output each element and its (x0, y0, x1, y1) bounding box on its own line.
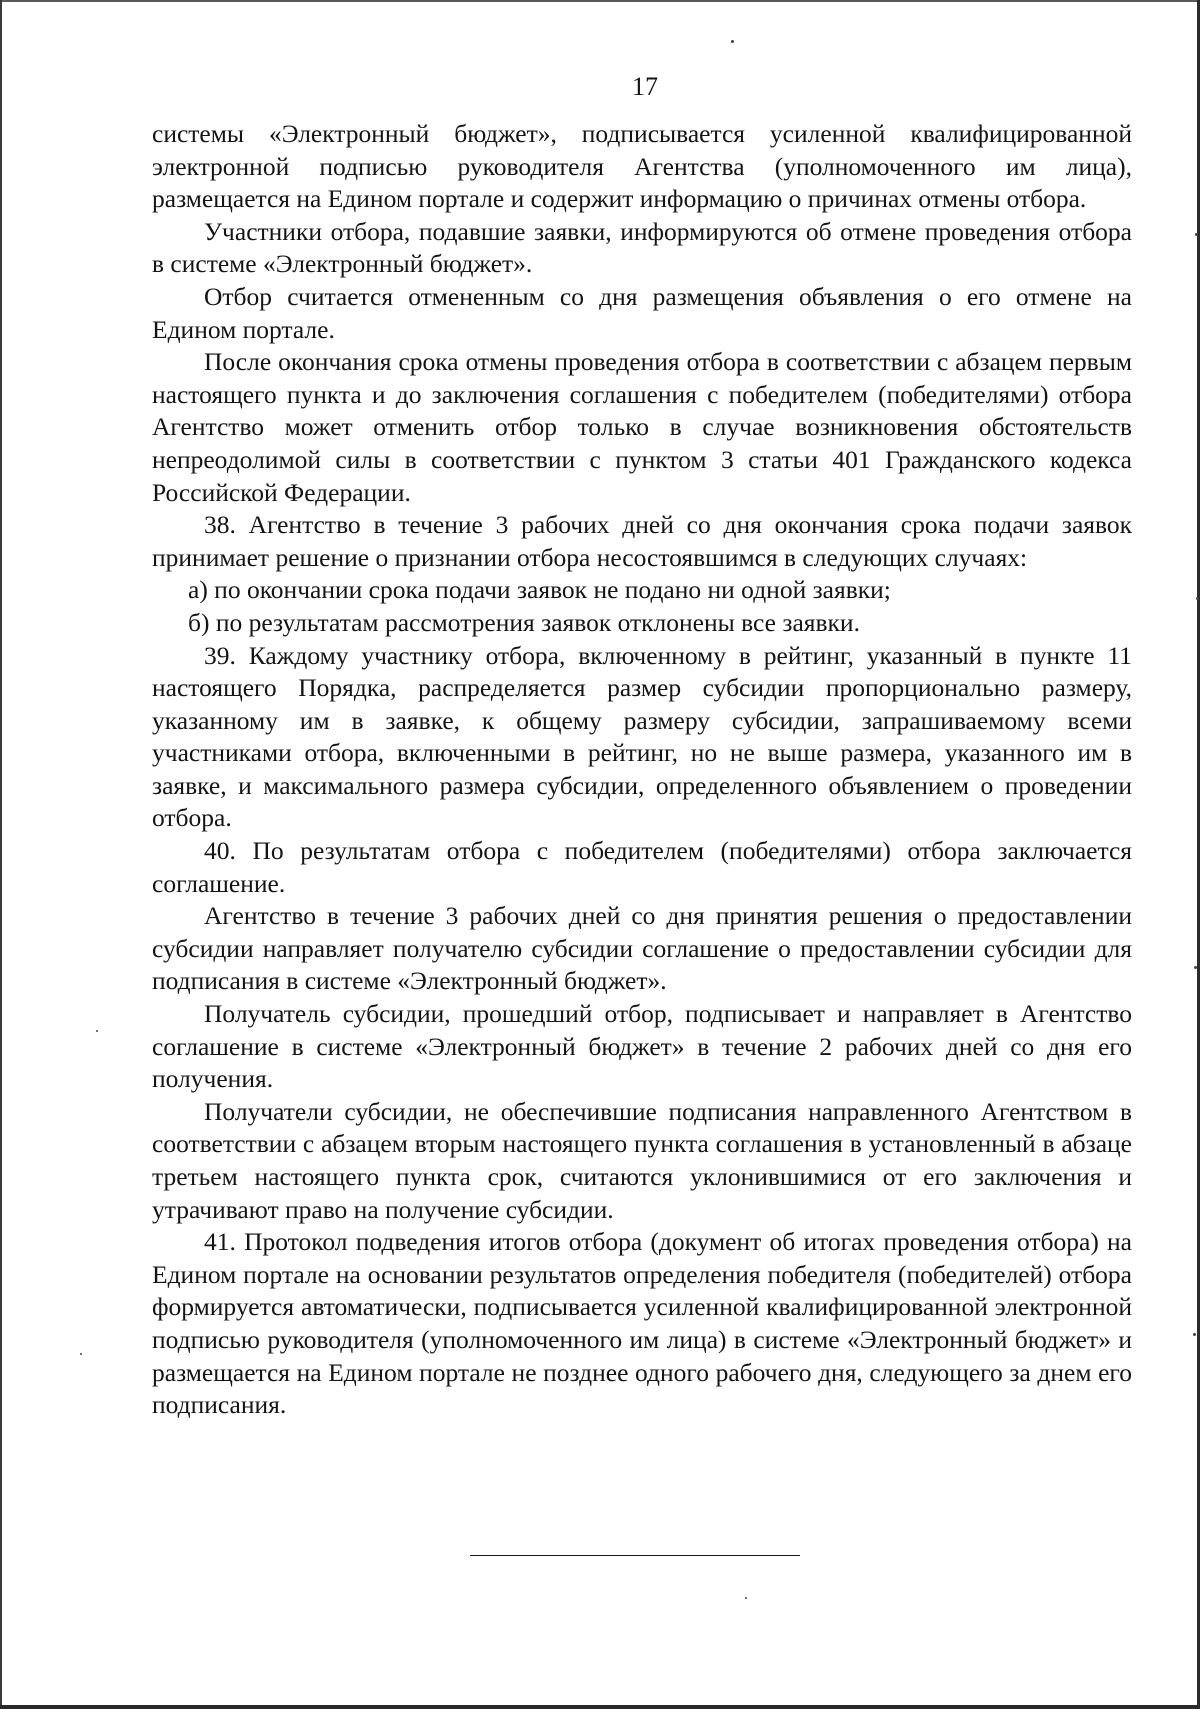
scan-speck (96, 1030, 98, 1032)
paragraph: Отбор считается отмененным со дня размещения объявления о его отмене на Едином портале. (152, 281, 1132, 344)
scan-edge-left (0, 0, 2, 1709)
paragraph: Получатели субсидии, не обеспечившие подписания направленного Агентством в соответствии с абзацем вторым настоящего пункта соглашения в установленный в абзаце третьем настоящего пункта срок, считаются уклонившимися от его заключения и утрачивают право на получение субсидии. (152, 1096, 1132, 1224)
paragraph: Получатель субсидии, прошедший отбор, подписывает и направляет в Агентство соглашение в системе «Электронный бюджет» в течение 2 рабочих дней со дня его получения. (152, 999, 1132, 1094)
paragraph-item-41: 41. Протокол подведения итогов отбора (документ об итогах проведения отбора) на Едином портале на основании результатов определения победителя (победителей) отбора формируется автоматически, подписывается усиленной квалифицированной электронной подписью руководителя (уполномоченного им лица) в системе «Электронный бюджет» и размещается на Едином портале не позднее одного рабочего дня, следующего за днем его подписания. (152, 1227, 1132, 1420)
subitem-a: а) по окончании срока подачи заявок не подано ни одной заявки; (188, 575, 891, 605)
paragraph-item-39: 39. Каждому участнику отбора, включенному в рейтинг, указанный в пункте 11 настоящего Порядка, распределяется размер субсидии пропорционально размеру, указанному им в заявке, к общему размеру субсидии, запрашиваемому всеми участниками отбора, включенными в рейтинг, но не выше размера, указанного им в заявке, и максимального размера субсидии, определенного объявлением о проведении отбора. (152, 640, 1132, 833)
scan-edge-bottom (0, 1705, 1200, 1709)
paragraph: Участники отбора, подавшие заявки, информируются об отмене проведения отбора в системе «Электронный бюджет». (152, 216, 1132, 279)
paragraph-item-38: 38. Агентство в течение 3 рабочих дней со дня окончания срока подачи заявок принимает решение о признании отбора несостоявшимся в следующих случаях: (152, 510, 1132, 572)
scan-speck (1193, 1333, 1196, 1336)
scan-speck (745, 1597, 747, 1599)
paragraph: После окончания срока отмены проведения отбора в соответствии с абзацем первым настоящего пункта и до заключения соглашения с победителем (победителями) отбора Агентство может отменить отбор только в случае возникновения обстоятельств непреодолимой силы в соответствии с пунктом 3 статьи 401 Гражданского кодекса Российской Федерации. (152, 347, 1132, 507)
scan-speck (1195, 233, 1198, 236)
scan-speck (731, 40, 734, 43)
scan-edge-top (0, 0, 1200, 2)
subitem-b: б) по результатам рассмотрения заявок отклонены все заявки. (188, 607, 860, 637)
paragraph-continuation: системы «Электронный бюджет», подписывается усиленной квалифицированной электронной подписью руководителя Агентства (уполномоченного им лица), размещается на Едином портале и содержит информацию о причинах отмены отбора. (152, 119, 1132, 214)
end-rule (470, 1555, 800, 1556)
page-number: 17 (632, 72, 658, 101)
scan-speck (80, 1353, 82, 1355)
scan-speck (1194, 966, 1197, 969)
scan-speck (1196, 597, 1199, 600)
document-body (152, 118, 1132, 1422)
paragraph: Агентство в течение 3 рабочих дней со дня принятия решения о предоставлении субсидии направляет получателю субсидии соглашение о предоставлении субсидии для подписания в системе «Электронный бюджет». (152, 901, 1132, 996)
paragraph-item-40: 40. По результатам отбора с победителем (победителями) отбора заключается соглашение. (152, 836, 1132, 898)
